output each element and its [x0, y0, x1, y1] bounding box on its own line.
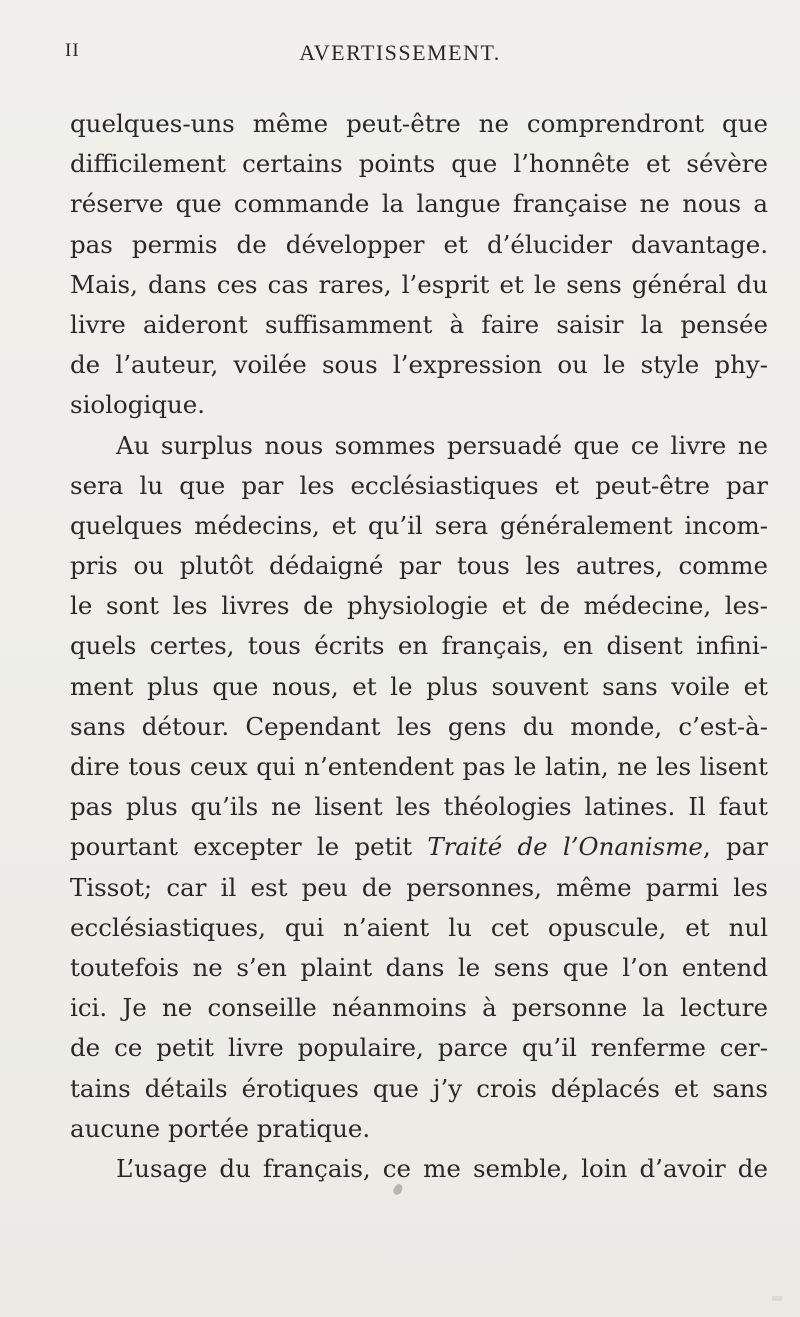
page-number: II: [65, 40, 80, 61]
text-line: ici. Je ne conseille néanmoins à personne la lecture: [70, 993, 768, 1023]
text-line: le sont les livres de physiologie et de médecine, les-: [70, 591, 768, 621]
text-segment: , par: [702, 832, 768, 862]
text-line: aucune portée pratique.: [70, 1113, 371, 1143]
text-line: quels certes, tous écrits en français, en disent infini-: [70, 631, 768, 661]
text-line: de ce petit livre populaire, parce qu’il renferme cer-: [70, 1033, 768, 1063]
text-line: Mais, dans ces cas rares, l’esprit et le sens général du: [70, 269, 768, 299]
text-line: sans détour. Cependant les gens du monde, c’est-à-: [70, 711, 768, 741]
text-line: Tissot; car il est peu de personnes, même parmi les: [70, 872, 768, 902]
text-line: pris ou plutôt dédaigné par tous les autres, comme: [70, 551, 768, 581]
text-line: de l’auteur, voilée sous l’expression ou le style phy-: [70, 350, 768, 380]
text-line: ecclésiastiques, qui n’aient lu cet opuscule, et nul: [70, 912, 768, 942]
text-line: L’usage du français, ce me semble, loin d’avoir de: [116, 1153, 768, 1183]
running-title: AVERTISSEMENT.: [299, 40, 501, 65]
text-line: pas plus qu’ils ne lisent les théologies latines. Il faut: [70, 792, 768, 822]
text-line: toutefois ne s’en plaint dans le sens que l’on entend: [70, 952, 768, 982]
body-text: [70, 104, 768, 1189]
text-line: difficilement certains points que l’honnête et sévère: [70, 149, 768, 179]
text-line: ment plus que nous, et le plus souvent sans voile et: [70, 671, 768, 701]
running-head: [0, 40, 800, 70]
text-line: tains détails érotiques que j’y crois déplacés et sans: [70, 1073, 768, 1103]
text-segment: pourtant excepter le petit: [70, 832, 428, 862]
text-line: dire tous ceux qui n’entendent pas le latin, ne les lisent: [70, 752, 768, 781]
text-line: quelques-uns même peut-être ne comprendront que: [70, 109, 768, 138]
text-line: pas permis de développer et d’élucider davantage.: [70, 229, 768, 259]
paper-blemish: [772, 1296, 782, 1301]
text-line: siologique.: [70, 390, 206, 420]
book-title: Traité de l’Onanisme: [427, 832, 703, 862]
text-line: livre aideront suffisamment à faire saisir la pensée: [70, 309, 768, 339]
text-line: Au surplus nous sommes persuadé que ce livre ne: [116, 430, 768, 460]
text-line: réserve que commande la langue française ne nous a: [70, 189, 768, 219]
text-line-with-title: [70, 827, 768, 867]
text-line: sera lu que par les ecclésiastiques et peut-être par: [70, 470, 768, 500]
text-line: quelques médecins, et qu’il sera généralement incom-: [70, 510, 768, 540]
